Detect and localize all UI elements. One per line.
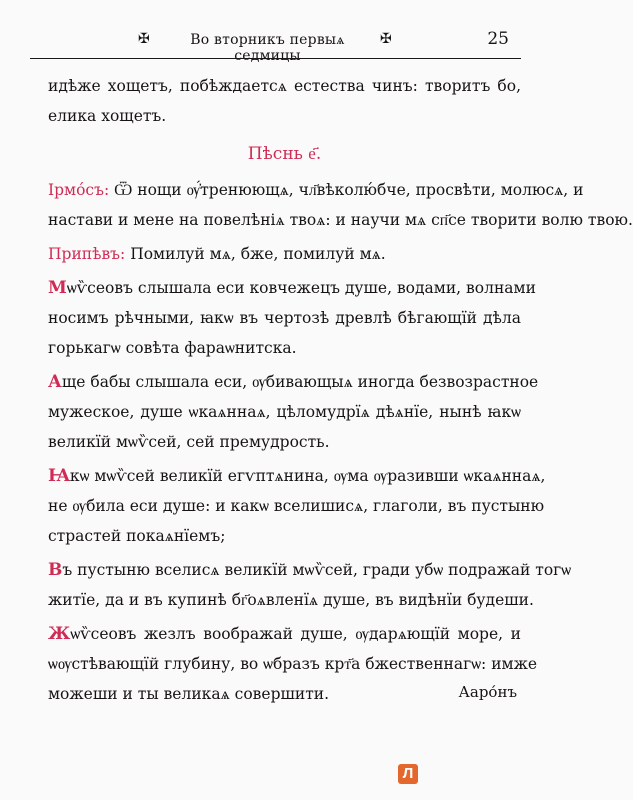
troparion-line: житїе, да и въ купинѣ бг҃оѧвленїѧ душе, въ видѣнїи будеши. [48,591,534,609]
text-line: елика хощетъ. [48,107,167,125]
irmos-text: Ѿ нощи ѹ҆́тренюющѧ, чл҃вѣколю́бче, просвѣти, молюсѧ, и [114,181,584,199]
drop-initial: А [48,372,62,392]
ode-heading: Пѣснь е҃. [247,144,322,164]
refrain-text: Помилуй мѧ, бже, помилуй мѧ. [130,245,386,263]
publisher-logo-icon [398,764,418,784]
irmos-paragraph [48,175,633,235]
troparion-line: носимъ рѣчными, ꙗкѡ въ чертозѣ древлѣ бѣгающїй дѣла [48,309,521,327]
troparion [48,461,546,551]
troparion-line: страстей покаѧнїемъ; [48,527,226,545]
page-number: 25 [487,29,509,49]
cross-ornament-left-icon: ✠ [138,31,150,47]
troparion-line: Аще бабы слышала еси, ѹбивающыѧ иногда безвозрастное [48,372,539,392]
header-rule [30,58,521,59]
cross-ornament-right-icon: ✠ [380,31,392,47]
troparion [48,619,538,709]
logo-letter: Л [402,765,414,782]
troparion-line: не ѹбила еси душе: и какѡ вселишисѧ, глаголи, въ пустыню [48,497,545,515]
refrain-line [48,239,521,269]
irmos-line [48,175,584,205]
drop-initial: Ꙗ [48,466,70,486]
irmos-line: настави и мене на повелѣніѧ твоѧ: и научи мѧ сп҃се творити волю твою. [48,211,633,229]
troparion-line: великїй мѡѷсей, сей премудрость. [48,433,330,451]
troparion-line: можеши и ты великаѧ совершити. [48,685,330,703]
troparion-line: Мѡѷсеовъ слышала еси ковчежецъ душе, водами, волнами [48,278,536,298]
troparion [48,555,572,615]
header-title: Во вторникъ первыѧ седмицы [190,32,345,64]
page-body [48,71,633,709]
drop-initial: Ж [48,624,71,644]
troparion [48,367,539,457]
troparion-line: ѡѹстѣвающїй глубину, во ѡбразъ крт҃а бжественнагѡ: имже [48,655,538,673]
troparion [48,273,536,363]
drop-initial: В [48,560,63,580]
troparion-line: Въ пустыню вселисѧ великїй мѡѷсей, гради убѡ подражай тогѡ [48,560,572,580]
text-line: идѣже хощетъ, побѣждаетсѧ естества чинъ: творитъ бо, [48,77,521,95]
troparion-line: горькагѡ совѣта фараѡнитска. [48,339,297,357]
troparion-line: Жѡѷсеовъ жезлъ воображай душе, ѹдарѧющїй море, и [48,624,521,644]
refrain-label: Припѣвъ: [48,245,126,263]
running-header [30,24,521,64]
drop-initial: М [48,278,67,298]
troparion-line: мужеское, душе ѡкаѧннаѧ, цѣломудрїѧ дѣѧнїе, нынѣ ꙗкѡ [48,403,521,421]
next-page-catchword: Ааро́нъ [458,683,517,701]
irmos-label: Ірмо́съ: [48,181,110,199]
troparion-line: Ꙗкѡ мѡѷсей великїй егѵптѧнина, ѹма ѹразивши ѡкаѧннаѧ, [48,466,546,486]
refrain-paragraph [48,239,521,269]
